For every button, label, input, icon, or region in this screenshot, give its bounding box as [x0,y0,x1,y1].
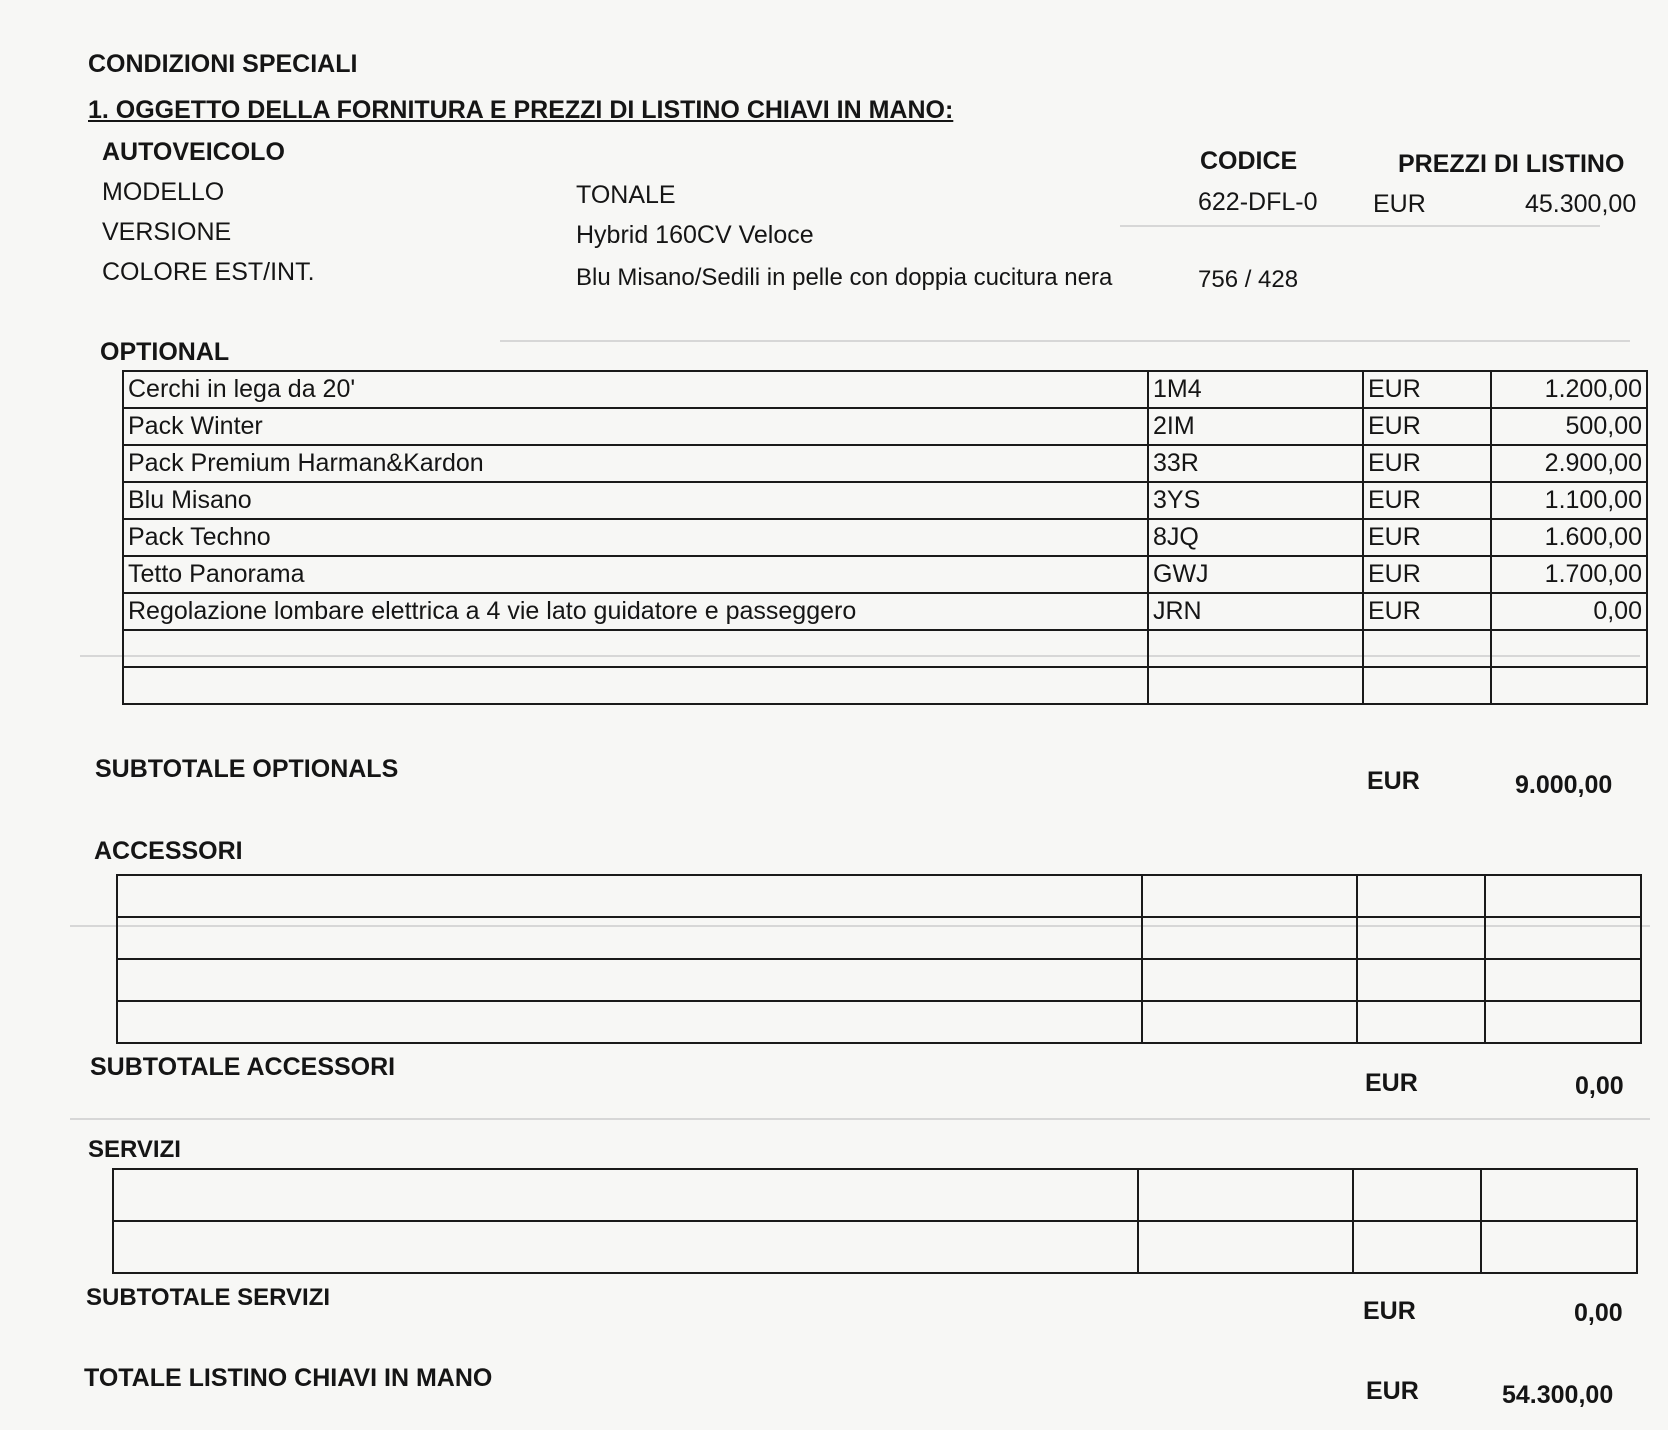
optional-price: 0,00 [1491,593,1647,630]
optional-currency: EUR [1363,556,1491,593]
model-label: MODELLO [102,178,225,206]
code-column-heading: CODICE [1200,147,1298,175]
optional-currency: EUR [1363,408,1491,445]
table-row-empty [117,959,1641,1001]
optional-currency: EUR [1363,519,1491,556]
table-row-empty [123,667,1647,704]
table-row-empty [113,1221,1637,1273]
optional-price: 1.700,00 [1491,556,1647,593]
price-column-heading: PREZZI DI LISTINO [1398,150,1625,178]
table-row-empty [113,1169,1637,1221]
color-code: 756 / 428 [1198,266,1299,293]
table-row-empty [123,630,1647,667]
optional-code: GWJ [1148,556,1363,593]
accessories-heading: ACCESSORI [94,837,243,865]
optional-table [122,370,1648,705]
color-value: Blu Misano/Sedili in pelle con doppia cucitura nera [576,264,1113,291]
model-price: 45.300,00 [1525,190,1637,218]
accessories-subtotal-currency: EUR [1365,1069,1418,1097]
optional-code: 2IM [1148,408,1363,445]
optional-price: 1.600,00 [1491,519,1647,556]
services-table [112,1168,1638,1274]
total-label: TOTALE LISTINO CHIAVI IN MANO [84,1364,493,1392]
optional-subtotal-label: SUBTOTALE OPTIONALS [95,755,399,783]
table-row [123,408,1647,445]
accessories-subtotal-label: SUBTOTALE ACCESSORI [90,1053,396,1081]
optional-code: JRN [1148,593,1363,630]
accessories-table [116,874,1642,1044]
optional-code: 33R [1148,445,1363,482]
optional-subtotal-currency: EUR [1367,767,1420,795]
color-label: COLORE EST/INT. [102,258,315,286]
table-row-empty [117,875,1641,917]
vehicle-heading: AUTOVEICOLO [102,138,285,166]
total-currency: EUR [1366,1377,1419,1405]
optional-currency: EUR [1363,371,1491,408]
optional-desc: Cerchi in lega da 20' [123,371,1148,408]
services-subtotal-label: SUBTOTALE SERVIZI [86,1284,331,1311]
optional-desc: Regolazione lombare elettrica a 4 vie lato guidatore e passeggero [123,593,1148,630]
optional-price: 1.200,00 [1491,371,1647,408]
optional-code: 8JQ [1148,519,1363,556]
accessories-subtotal-value: 0,00 [1575,1072,1624,1100]
optional-currency: EUR [1363,482,1491,519]
optional-subtotal-value: 9.000,00 [1515,771,1613,799]
table-row-empty [117,1001,1641,1043]
optional-code: 3YS [1148,482,1363,519]
optional-desc: Pack Techno [123,519,1148,556]
optional-desc: Pack Winter [123,408,1148,445]
version-label: VERSIONE [102,218,232,246]
services-subtotal-currency: EUR [1363,1297,1416,1325]
table-row [123,371,1647,408]
table-row [123,556,1647,593]
special-conditions-heading: CONDIZIONI SPECIALI [88,50,358,78]
table-row [123,519,1647,556]
services-subtotal-value: 0,00 [1574,1299,1623,1327]
version-value: Hybrid 160CV Veloce [576,221,814,249]
optional-currency: EUR [1363,445,1491,482]
optional-price: 1.100,00 [1491,482,1647,519]
table-row [123,482,1647,519]
model-currency: EUR [1373,190,1426,218]
optional-price: 2.900,00 [1491,445,1647,482]
model-value: TONALE [576,181,676,209]
model-code: 622-DFL-0 [1198,188,1318,216]
optional-desc: Pack Premium Harman&Kardon [123,445,1148,482]
table-row [123,593,1647,630]
table-row [123,445,1647,482]
table-row-empty [117,917,1641,959]
optional-code: 1M4 [1148,371,1363,408]
optional-heading: OPTIONAL [100,338,230,366]
optional-desc: Tetto Panorama [123,556,1148,593]
optional-currency: EUR [1363,593,1491,630]
optional-price: 500,00 [1491,408,1647,445]
section-title: 1. OGGETTO DELLA FORNITURA E PREZZI DI LISTINO CHIAVI IN MANO: [88,96,954,124]
optional-desc: Blu Misano [123,482,1148,519]
services-heading: SERVIZI [88,1136,181,1163]
total-value: 54.300,00 [1502,1381,1614,1409]
